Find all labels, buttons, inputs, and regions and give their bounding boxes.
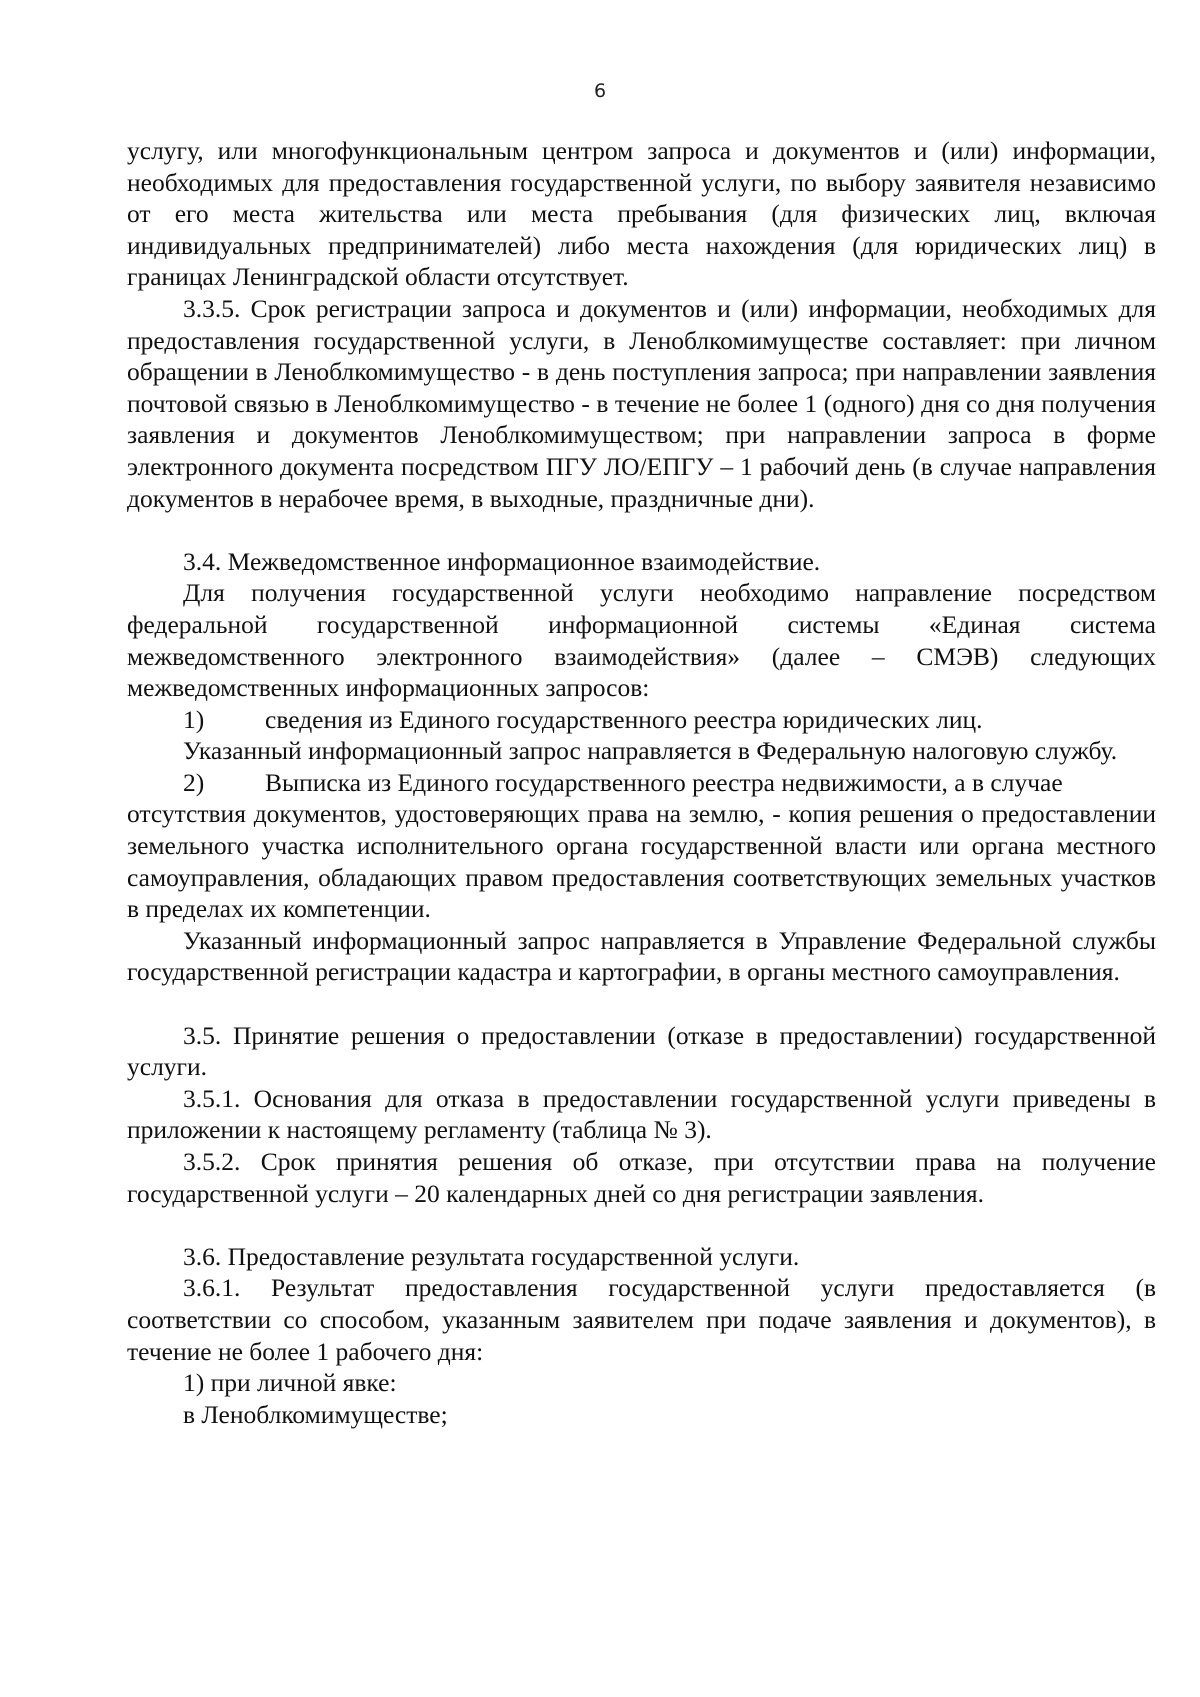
list-item-1 bbox=[127, 704, 1156, 736]
page-number: 6 bbox=[593, 80, 607, 102]
section-3-6-title: 3.6. Предоставление результата государственной услуги. bbox=[183, 1241, 800, 1271]
section-3-4-intro: Для получения государственной услуги необходимо направление посредством федеральной государственной информационной системы «Единая система межведомственного электронного взаимодействия» (далее – СМЭВ) следующих межведомственных информационных запросов: bbox=[127, 578, 1156, 703]
list-item-2 bbox=[127, 767, 1156, 799]
list-item-text-head: Выписка из Единого государственного реестра недвижимости, а в случае bbox=[265, 767, 1063, 797]
section-3-4-title: 3.4. Межведомственное информационное взаимодействие. bbox=[183, 546, 821, 576]
paragraph-3-6-1-item-1-sub: в Леноблкомимуществе; bbox=[183, 1399, 448, 1429]
section-gap bbox=[127, 1209, 1156, 1241]
paragraph-3-5-2: 3.5.2. Срок принятия решения об отказе, при отсутствии права на получение государственной услуги – 20 календарных дней со дня регистрации заявления. bbox=[127, 1147, 1156, 1208]
paragraph-continuation: услугу, или многофункциональным центром запроса и документов и (или) информации, необходимых для предоставления государственной услуги, по выбору заявителя независимо от его места жительства или места пребывания (для физических лиц, включая индивидуальных предпринимателей) либо места нахождения (для юридических лиц) в границах Ленинградской области отсутствует. bbox=[127, 136, 1156, 292]
list-item-number: 2) bbox=[183, 767, 205, 797]
paragraph-3-6-1: 3.6.1. Результат предоставления государственной услуги предоставляется (в соответствии со способом, указанным заявителем при подаче заявления и документов), в течение не более 1 рабочего дня: bbox=[127, 1273, 1156, 1366]
paragraph-3-6-1-item-1: 1) при личной явке: bbox=[183, 1368, 397, 1398]
list-item-number: 1) bbox=[183, 704, 205, 734]
list-item-text: сведения из Единого государственного реестра юридических лиц. bbox=[265, 704, 983, 734]
section-3-5-title: 3.5. Принятие решения о предоставлении (отказе в предоставлении) государственной услуги. bbox=[127, 1020, 1156, 1082]
paragraph-3-3-5: 3.3.5. Срок регистрации запроса и документов и (или) информации, необходимых для предоставления государственной услуги, в Леноблкомимуществе составляет: при личном обращении в Леноблкомимущество - в день поступления запроса; при направлении заявления почтовой связью в Леноблкомимущество - в течение не более 1 (одного) дня со дня получения заявления и документов Леноблкомимуществом; при направлении запроса в форме электронного документа посредством ПГУ ЛО/ЕПГУ – 1 рабочий день (в случае направления документов в нерабочее время, в выходные, праздничные дни). bbox=[127, 293, 1156, 513]
list-item-2-text-cont: отсутствия документов, удостоверяющих права на землю, - копия решения о предоставлении земельного участка исполнительного органа государственной власти или органа местного самоуправления, обладающих правом предоставления соответствующих земельных участков в пределах их компетенции. bbox=[127, 799, 1156, 924]
list-item-1-note: Указанный информационный запрос направляется в Федеральную налоговую службу. bbox=[183, 736, 1118, 766]
section-gap bbox=[127, 988, 1156, 1020]
section-gap bbox=[127, 514, 1156, 546]
document-body bbox=[127, 135, 1156, 1430]
paragraph-3-5-1: 3.5.1. Основания для отказа в предоставлении государственной услуги приведены в приложении к настоящему регламенту (таблица № 3). bbox=[127, 1083, 1156, 1145]
list-item-2-note: Указанный информационный запрос направляется в Управление Федеральной службы государственной регистрации кадастра и картографии, в органы местного самоуправления. bbox=[127, 925, 1156, 987]
